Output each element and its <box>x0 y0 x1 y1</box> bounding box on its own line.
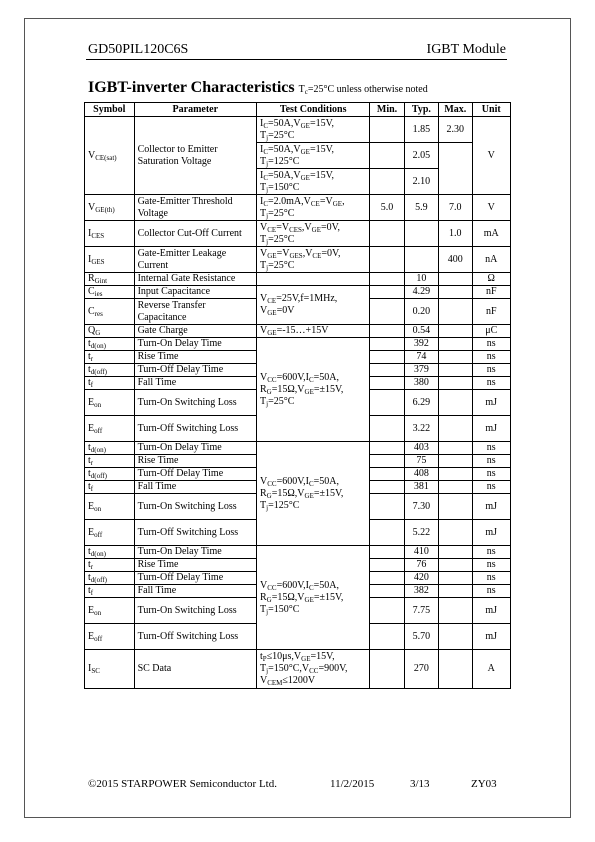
parameter-cell: Turn-On Switching Loss <box>134 598 256 624</box>
parameter-cell: Turn-Off Delay Time <box>134 364 256 377</box>
typ-cell: 379 <box>404 364 438 377</box>
max-cell <box>439 468 472 481</box>
table-row <box>85 221 511 247</box>
symbol-cell: $I_{CES}$ <box>85 221 135 247</box>
unit-cell: ns <box>472 546 511 559</box>
typ-cell: 410 <box>404 546 438 559</box>
max-cell <box>439 143 472 195</box>
min-cell <box>370 325 404 338</box>
min-cell <box>370 598 404 624</box>
parameter-cell: Gate-Emitter Leakage Current <box>134 247 256 273</box>
max-cell <box>439 325 472 338</box>
typ-cell: 4.29 <box>404 286 438 299</box>
parameter-cell: Rise Time <box>134 351 256 364</box>
section-title-text: IGBT-inverter Characteristics <box>88 79 295 96</box>
max-cell <box>439 286 472 299</box>
parameter-cell: Internal Gate Resistance <box>134 273 256 286</box>
min-cell <box>370 585 404 598</box>
header-min: Min. <box>370 103 404 117</box>
typ-cell: 420 <box>404 572 438 585</box>
typ-cell: 408 <box>404 468 438 481</box>
header-parameter: Parameter <box>134 103 256 117</box>
condition-cell: $t_P\le 10\mu s,V_{GE}=15V$, $T_j=150^\circ C,V_{CC}=900V$, $V_{CEM}\le 1200V$ <box>257 650 370 689</box>
unit-cell: ns <box>472 572 511 585</box>
unit-cell: nA <box>472 247 511 273</box>
symbol-cell: $E_{on}$ <box>85 390 135 416</box>
typ-cell: 2.05 <box>404 143 438 169</box>
unit-cell: ns <box>472 351 511 364</box>
table-row <box>85 117 511 143</box>
min-cell <box>370 390 404 416</box>
min-cell <box>370 273 404 286</box>
symbol-cell: $V_{CE(sat)}$ <box>85 117 135 195</box>
condition-cell: $I_C=50A,V_{GE}=15V$, $T_j=25^\circ C$ <box>257 117 370 143</box>
symbol-cell: $t_{d(on)}$ <box>85 442 135 455</box>
symbol-cell: $I_{SC}$ <box>85 650 135 689</box>
parameter-cell: Input Capacitance <box>134 286 256 299</box>
unit-cell: ns <box>472 377 511 390</box>
unit-cell: Ω <box>472 273 511 286</box>
symbol-cell: $E_{on}$ <box>85 598 135 624</box>
parameter-cell: Turn-Off Delay Time <box>134 468 256 481</box>
max-cell <box>439 364 472 377</box>
min-cell <box>370 338 404 351</box>
condition-cell: $V_{GE}=-15\dots+15V$ <box>257 325 370 338</box>
unit-cell: mJ <box>472 416 511 442</box>
typ-cell: 0.20 <box>404 299 438 325</box>
unit-cell: ns <box>472 585 511 598</box>
max-cell <box>439 273 472 286</box>
symbol-cell: $t_f$ <box>85 585 135 598</box>
typ-cell: 5.70 <box>404 624 438 650</box>
parameter-cell: SC Data <box>134 650 256 689</box>
typ-cell <box>404 221 438 247</box>
unit-cell: mA <box>472 221 511 247</box>
symbol-cell: $I_{GES}$ <box>85 247 135 273</box>
unit-cell: ns <box>472 559 511 572</box>
symbol-cell: $E_{off}$ <box>85 520 135 546</box>
max-cell <box>439 520 472 546</box>
parameter-cell: Turn-On Delay Time <box>134 338 256 351</box>
max-cell <box>439 442 472 455</box>
symbol-cell: $C_{res}$ <box>85 299 135 325</box>
symbol-cell: $t_{d(off)}$ <box>85 572 135 585</box>
max-cell <box>439 559 472 572</box>
typ-cell: 380 <box>404 377 438 390</box>
unit-cell: ns <box>472 455 511 468</box>
parameter-cell: Fall Time <box>134 481 256 494</box>
unit-cell: A <box>472 650 511 689</box>
condition-cell: $I_C=2.0mA,V_{CE}=V_{GE}$, $T_j=25^\circ C$ <box>257 195 370 221</box>
condition-cell: $I_C=50A,V_{GE}=15V$, $T_j=125^\circ C$ <box>257 143 370 169</box>
unit-cell: mJ <box>472 494 511 520</box>
min-cell <box>370 481 404 494</box>
part-number: GD50PIL120C6S <box>88 42 189 57</box>
table-row <box>85 650 511 689</box>
max-cell: 1.0 <box>439 221 472 247</box>
typ-cell: 403 <box>404 442 438 455</box>
typ-cell: 75 <box>404 455 438 468</box>
parameter-cell: Turn-Off Switching Loss <box>134 416 256 442</box>
symbol-cell: $t_r$ <box>85 351 135 364</box>
max-cell <box>439 585 472 598</box>
min-cell <box>370 520 404 546</box>
max-cell <box>439 338 472 351</box>
unit-cell: μC <box>472 325 511 338</box>
min-cell <box>370 377 404 390</box>
parameter-cell: Rise Time <box>134 455 256 468</box>
min-cell <box>370 143 404 169</box>
parameter-cell: Collector to Emitter Saturation Voltage <box>134 117 256 195</box>
min-cell <box>370 351 404 364</box>
max-cell <box>439 494 472 520</box>
symbol-cell: $t_{d(on)}$ <box>85 338 135 351</box>
condition-cell: $I_C=50A,V_{GE}=15V$, $T_j=150^\circ C$ <box>257 169 370 195</box>
typ-cell: 7.30 <box>404 494 438 520</box>
symbol-cell: $t_r$ <box>85 455 135 468</box>
condition-cell: $V_{CC}=600V,I_C=50A$, $R_G=15\Omega,V_{GE}=\pm 15V$, $T_j=125^\circ C$ <box>257 442 370 546</box>
unit-cell: ns <box>472 442 511 455</box>
min-cell <box>370 494 404 520</box>
section-title <box>88 79 428 97</box>
min-cell <box>370 247 404 273</box>
unit-cell: V <box>472 117 511 195</box>
footer-date: 11/2/2015 <box>330 778 375 790</box>
parameter-cell: Turn-On Delay Time <box>134 546 256 559</box>
typ-cell: 7.75 <box>404 598 438 624</box>
min-cell <box>370 364 404 377</box>
parameter-cell: Collector Cut-Off Current <box>134 221 256 247</box>
symbol-cell: $C_{ies}$ <box>85 286 135 299</box>
parameter-cell: Turn-On Delay Time <box>134 442 256 455</box>
symbol-cell: $E_{on}$ <box>85 494 135 520</box>
unit-cell: ns <box>472 468 511 481</box>
symbol-cell: $R_{Gint}$ <box>85 273 135 286</box>
parameter-cell: Gate-Emitter Threshold Voltage <box>134 195 256 221</box>
unit-cell: ns <box>472 364 511 377</box>
parameter-cell: Fall Time <box>134 377 256 390</box>
condition-cell: $V_{CE}=V_{CES},V_{GE}=0V$, $T_j=25^\circ C$ <box>257 221 370 247</box>
table-row <box>85 273 511 286</box>
min-cell <box>370 117 404 143</box>
unit-cell: nF <box>472 286 511 299</box>
min-cell <box>370 455 404 468</box>
max-cell <box>439 377 472 390</box>
typ-cell: 270 <box>404 650 438 689</box>
characteristics-table <box>84 102 511 689</box>
typ-cell: 6.29 <box>404 390 438 416</box>
max-cell: 7.0 <box>439 195 472 221</box>
max-cell <box>439 481 472 494</box>
table-row <box>85 338 511 351</box>
symbol-cell: $t_r$ <box>85 559 135 572</box>
table-row <box>85 286 511 299</box>
parameter-cell: Rise Time <box>134 559 256 572</box>
min-cell <box>370 650 404 689</box>
max-cell <box>439 416 472 442</box>
unit-cell: mJ <box>472 390 511 416</box>
parameter-cell: Gate Charge <box>134 325 256 338</box>
table-row <box>85 546 511 559</box>
min-cell <box>370 416 404 442</box>
min-cell <box>370 468 404 481</box>
max-cell <box>439 598 472 624</box>
header-unit: Unit <box>472 103 511 117</box>
header-symbol: Symbol <box>85 103 135 117</box>
min-cell <box>370 299 404 325</box>
unit-cell: mJ <box>472 624 511 650</box>
max-cell <box>439 455 472 468</box>
unit-cell: mJ <box>472 520 511 546</box>
typ-cell: 392 <box>404 338 438 351</box>
condition-cell <box>257 273 370 286</box>
max-cell <box>439 650 472 689</box>
max-cell <box>439 572 472 585</box>
parameter-cell: Fall Time <box>134 585 256 598</box>
condition-cell: $V_{CC}=600V,I_C=50A$, $R_G=15\Omega,V_{GE}=\pm 15V$, $T_j=150^\circ C$ <box>257 546 370 650</box>
symbol-cell: $Q_G$ <box>85 325 135 338</box>
table-row <box>85 325 511 338</box>
typ-cell: 10 <box>404 273 438 286</box>
max-cell <box>439 546 472 559</box>
symbol-cell: $t_{d(off)}$ <box>85 364 135 377</box>
parameter-cell: Turn-Off Delay Time <box>134 572 256 585</box>
header-max: Max. <box>439 103 472 117</box>
min-cell: 5.0 <box>370 195 404 221</box>
typ-cell: 381 <box>404 481 438 494</box>
unit-cell: ns <box>472 338 511 351</box>
parameter-cell: Turn-Off Switching Loss <box>134 520 256 546</box>
parameter-cell: Turn-On Switching Loss <box>134 494 256 520</box>
typ-cell: 0.54 <box>404 325 438 338</box>
symbol-cell: $t_f$ <box>85 481 135 494</box>
footer-page-number: 3/13 <box>410 778 430 790</box>
min-cell <box>370 442 404 455</box>
table-row <box>85 442 511 455</box>
module-type: IGBT Module <box>426 42 506 57</box>
unit-cell: mJ <box>472 598 511 624</box>
min-cell <box>370 624 404 650</box>
min-cell <box>370 572 404 585</box>
typ-cell: 76 <box>404 559 438 572</box>
condition-cell: $V_{CE}=25V,f=1MHz$, $V_{GE}=0V$ <box>257 286 370 325</box>
symbol-cell: $t_f$ <box>85 377 135 390</box>
condition-cell: $V_{CC}=600V,I_C=50A$, $R_G=15\Omega,V_{GE}=\pm 15V$, $T_j=25^\circ C$ <box>257 338 370 442</box>
min-cell <box>370 286 404 299</box>
min-cell <box>370 559 404 572</box>
max-cell <box>439 390 472 416</box>
symbol-cell: $E_{off}$ <box>85 416 135 442</box>
typ-cell: 5.9 <box>404 195 438 221</box>
table-row <box>85 247 511 273</box>
max-cell: 2.30 <box>439 117 472 143</box>
max-cell <box>439 351 472 364</box>
typ-cell: 382 <box>404 585 438 598</box>
unit-cell: nF <box>472 299 511 325</box>
footer-copyright: ©2015 STARPOWER Semiconductor Ltd. <box>88 778 277 790</box>
symbol-cell: $E_{off}$ <box>85 624 135 650</box>
typ-cell: 5.22 <box>404 520 438 546</box>
max-cell <box>439 624 472 650</box>
typ-cell: 3.22 <box>404 416 438 442</box>
unit-cell: ns <box>472 481 511 494</box>
min-cell <box>370 169 404 195</box>
header-conditions: Test Conditions <box>257 103 370 117</box>
unit-cell: V <box>472 195 511 221</box>
parameter-cell: Reverse Transfer Capacitance <box>134 299 256 325</box>
typ-cell: 74 <box>404 351 438 364</box>
typ-cell: 2.10 <box>404 169 438 195</box>
max-cell <box>439 299 472 325</box>
parameter-cell: Turn-On Switching Loss <box>134 390 256 416</box>
min-cell <box>370 546 404 559</box>
condition-cell: $V_{GE}=V_{GES},V_{CE}=0V$, $T_j=25^\circ C$ <box>257 247 370 273</box>
typ-cell <box>404 247 438 273</box>
max-cell: 400 <box>439 247 472 273</box>
footer-document-code: ZY03 <box>471 778 497 790</box>
section-condition: $T_c=25^\circ C$ unless otherwise noted <box>298 84 428 96</box>
header-typ: Typ. <box>404 103 438 117</box>
min-cell <box>370 221 404 247</box>
table-row <box>85 195 511 221</box>
parameter-cell: Turn-Off Switching Loss <box>134 624 256 650</box>
header-rule <box>86 59 507 60</box>
symbol-cell: $t_{d(on)}$ <box>85 546 135 559</box>
table-header-row <box>85 103 511 117</box>
typ-cell: 1.85 <box>404 117 438 143</box>
symbol-cell: $V_{GE(th)}$ <box>85 195 135 221</box>
symbol-cell: $t_{d(off)}$ <box>85 468 135 481</box>
switching-section <box>85 338 511 650</box>
